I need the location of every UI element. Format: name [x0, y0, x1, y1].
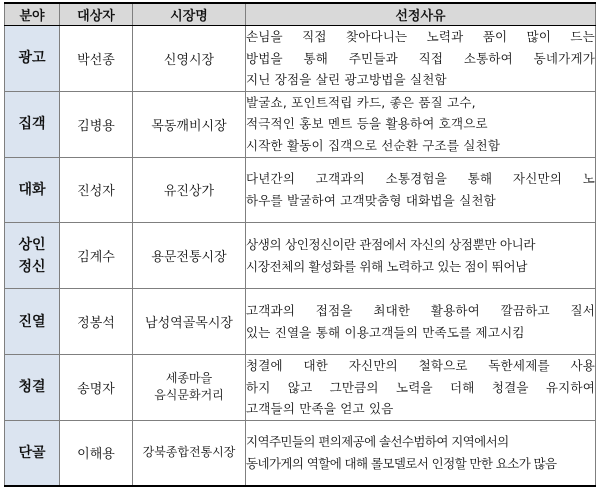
market-cell: 목동깨비시장 — [133, 91, 246, 157]
category-cell — [5, 289, 60, 355]
reason-line: 다년간의 고객과의 소통경험을 통해 자신만의 노 — [246, 171, 595, 187]
reason-cell — [246, 289, 596, 355]
table-row — [5, 157, 596, 223]
reason-line: 시작한 활동이 집객으로 선순환 구조를 실천함 — [246, 137, 501, 153]
reason-line: 지역주민들의 편의제공에 솔선수범하여 지역에서의 — [246, 434, 509, 450]
person-cell: 정봉석 — [60, 289, 133, 355]
market-cell: 신영시장 — [133, 26, 246, 92]
reason-line: 시장전체의 활성화를 위해 노력하고 있는 점이 뛰어남 — [246, 258, 528, 274]
market-cell — [133, 354, 246, 420]
person-cell: 김계수 — [60, 223, 133, 289]
reason-cell — [246, 354, 596, 420]
table-row — [5, 354, 596, 420]
category-cell — [5, 91, 60, 157]
category-cell — [5, 420, 60, 486]
person-cell: 박선종 — [60, 26, 133, 92]
merchant-award-table — [4, 2, 596, 487]
category-label: 집객 — [18, 116, 46, 133]
reason-line: 하우를 발굴하여 고객맞춤형 대화법을 실천함 — [246, 192, 496, 208]
category-label: 청결 — [18, 379, 46, 396]
category-label: 광고 — [18, 50, 46, 67]
person-cell: 진성자 — [60, 157, 133, 223]
reason-line: 고객과의 접점을 최대한 활용하여 깔끔하고 질서 — [246, 303, 595, 319]
reason-line: 동네가게의 역할에 대해 롤모델로서 인정할 만한 요소가 많음 — [246, 455, 557, 471]
header-reason: 선정사유 — [246, 3, 596, 26]
market-cell: 남성역골목시장 — [133, 289, 246, 355]
reason-line: 있는 진열을 통해 이용고객들의 만족도를 제고시킴 — [246, 324, 525, 340]
header-category: 분야 — [5, 3, 60, 26]
reason-cell — [246, 157, 596, 223]
category-label: 상인 정신 — [18, 236, 46, 275]
reason-line: 상생의 상인정신이란 관점에서 자신의 상점뿐만 아니라 — [246, 237, 536, 253]
reason-line: 고객들의 만족을 얻고 있음 — [246, 401, 394, 417]
reason-cell — [246, 420, 596, 486]
category-cell — [5, 354, 60, 420]
table-row — [5, 91, 596, 157]
person-cell: 김병용 — [60, 91, 133, 157]
reason-line: 하지 않고 그만큼의 노력을 더해 청결을 유지하여 — [246, 379, 595, 395]
market-cell: 유진상가 — [133, 157, 246, 223]
reason-line: 손님을 직접 찾아다니는 노력과 품이 많이 드는 — [246, 29, 595, 45]
reason-line: 적극적인 홍보 멘트 등을 활용하여 호객으로 — [246, 116, 488, 132]
table-row — [5, 420, 596, 486]
table-row — [5, 223, 596, 289]
reason-line: 발굴쇼, 포인트적립 카드, 좋은 품질 고수, — [246, 94, 476, 110]
person-cell: 이해용 — [60, 420, 133, 486]
header-person: 대상자 — [60, 3, 133, 26]
person-cell: 송명자 — [60, 354, 133, 420]
category-label: 진열 — [18, 313, 46, 330]
market-cell: 용문전통시장 — [133, 223, 246, 289]
category-label: 단골 — [18, 444, 46, 461]
reason-cell — [246, 91, 596, 157]
market-label: 세종마을 음식문화거리 — [154, 371, 224, 403]
market-cell — [133, 420, 246, 486]
category-cell — [5, 157, 60, 223]
reason-cell — [246, 26, 596, 92]
table-header-row — [5, 3, 596, 26]
category-cell — [5, 26, 60, 92]
reason-line: 방법을 통해 주민들과 직접 소통하여 동네가게가 — [246, 50, 595, 66]
reason-cell — [246, 223, 596, 289]
category-cell — [5, 223, 60, 289]
market-label: 강북종합전통시장 — [142, 445, 236, 460]
header-market: 시장명 — [133, 3, 246, 26]
table-row — [5, 26, 596, 92]
reason-line: 지닌 장점을 살린 광고방법을 실천함 — [246, 72, 447, 88]
reason-line: 청결에 대한 자신만의 철학으로 독한세제를 사용 — [246, 358, 595, 374]
table-row — [5, 289, 596, 355]
category-label: 대화 — [18, 181, 46, 198]
